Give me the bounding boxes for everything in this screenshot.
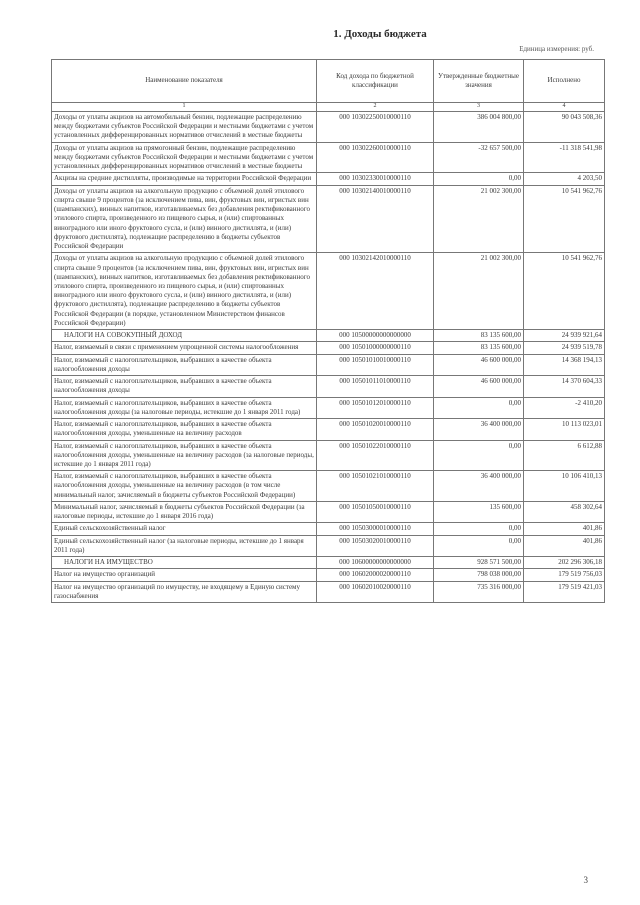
row-code: 000 10602010020000110 bbox=[317, 581, 434, 602]
units-label: Единица измерения: руб. bbox=[519, 45, 594, 53]
table-row bbox=[52, 419, 605, 440]
row-code: 000 10501012010000110 bbox=[317, 397, 434, 418]
row-code: 000 10302250010000110 bbox=[317, 112, 434, 143]
row-approved: 21 002 300,00 bbox=[434, 185, 524, 253]
row-name: Единый сельскохозяйственный налог bbox=[52, 523, 317, 535]
row-name: НАЛОГИ НА СОВОКУПНЫЙ ДОХОД bbox=[52, 330, 317, 342]
column-number: 4 bbox=[524, 103, 605, 112]
row-name: Налог, взимаемый с налогоплательщиков, выбравших в качестве объекта налогообложения доходы (за налоговые периоды, истекшие до 1 января 2011 года) bbox=[52, 397, 317, 418]
table-row bbox=[52, 397, 605, 418]
row-executed: -2 410,20 bbox=[524, 397, 605, 418]
row-approved: 386 004 800,00 bbox=[434, 112, 524, 143]
header-code: Код дохода по бюджетной классификации bbox=[317, 60, 434, 103]
row-name: НАЛОГИ НА ИМУЩЕСТВО bbox=[52, 557, 317, 569]
row-code: 000 10302140010000110 bbox=[317, 185, 434, 253]
column-number: 3 bbox=[434, 103, 524, 112]
table-row bbox=[52, 330, 605, 342]
row-name: Налог, взимаемый с налогоплательщиков, выбравших в качестве объекта налогообложения доходы bbox=[52, 376, 317, 397]
row-approved: 83 135 600,00 bbox=[434, 330, 524, 342]
row-executed: 202 296 306,18 bbox=[524, 557, 605, 569]
row-approved: 798 038 000,00 bbox=[434, 569, 524, 581]
row-executed: 14 368 194,13 bbox=[524, 354, 605, 375]
row-name: Доходы от уплаты акцизов на прямогонный бензин, подлежащие распределению между бюджетами субъектов Российской Федерации и местными бюджетами с учетом установленных дифференцированных нормативов отчислений в местные бюджеты bbox=[52, 142, 317, 173]
table-row bbox=[52, 581, 605, 602]
column-number: 1 bbox=[52, 103, 317, 112]
row-name: Налог, взимаемый с налогоплательщиков, выбравших в качестве объекта налогообложения доходы, уменьшенные на величину расходов bbox=[52, 419, 317, 440]
table-row bbox=[52, 501, 605, 522]
table-row bbox=[52, 471, 605, 502]
row-code: 000 10501011010000110 bbox=[317, 376, 434, 397]
row-name: Доходы от уплаты акцизов на алкогольную продукцию с объемной долей этилового спирта свыше 9 процентов (за исключением пива, вин, фруктовых вин, игристых вин (шампанских), винных напитков, изготавливаемых без добавления ректификованного этилового спирта, произведенного из пищевого сырья, и (или) спиртованных виноградного или иного фруктового сусла, и (или) винного дистиллята, и (или) фруктового дистиллята), подлежащие распределению в бюджеты субъектов Российской Федерации bbox=[52, 185, 317, 253]
row-executed: 10 106 410,13 bbox=[524, 471, 605, 502]
table-row bbox=[52, 342, 605, 354]
table-row bbox=[52, 523, 605, 535]
row-code: 000 10302260010000110 bbox=[317, 142, 434, 173]
column-number-row bbox=[52, 103, 605, 112]
page-number: 3 bbox=[583, 875, 588, 885]
row-name: Налог на имущество организаций по имуществу, не входящему в Единую систему газоснабжения bbox=[52, 581, 317, 602]
table-row bbox=[52, 142, 605, 173]
header-name: Наименование показателя bbox=[52, 60, 317, 103]
row-code: 000 10602000020000110 bbox=[317, 569, 434, 581]
row-executed: 90 043 508,36 bbox=[524, 112, 605, 143]
table-row bbox=[52, 535, 605, 556]
row-executed: 24 939 519,78 bbox=[524, 342, 605, 354]
row-approved: 36 400 000,00 bbox=[434, 471, 524, 502]
row-executed: 10 541 962,76 bbox=[524, 253, 605, 330]
row-approved: 0,00 bbox=[434, 173, 524, 185]
row-code: 000 10501020010000110 bbox=[317, 419, 434, 440]
row-executed: 401,86 bbox=[524, 523, 605, 535]
header-approved: Утвержденные бюджетные значения bbox=[434, 60, 524, 103]
row-approved: 36 400 000,00 bbox=[434, 419, 524, 440]
row-code: 000 10503020010000110 bbox=[317, 535, 434, 556]
row-executed: -11 318 541,98 bbox=[524, 142, 605, 173]
row-approved: 928 571 500,00 bbox=[434, 557, 524, 569]
row-code: 000 10503000010000110 bbox=[317, 523, 434, 535]
row-executed: 14 370 604,33 bbox=[524, 376, 605, 397]
row-approved: 135 600,00 bbox=[434, 501, 524, 522]
row-name: Минимальный налог, зачисляемый в бюджеты субъектов Российской Федерации (за налоговые периоды, истекшие до 1 января 2016 года) bbox=[52, 501, 317, 522]
row-code: 000 10302142010000110 bbox=[317, 253, 434, 330]
row-executed: 24 939 921,64 bbox=[524, 330, 605, 342]
row-approved: 735 316 000,00 bbox=[434, 581, 524, 602]
table-row bbox=[52, 376, 605, 397]
page-title: 1. Доходы бюджета bbox=[333, 28, 427, 40]
row-name: Налог, взимаемый с налогоплательщиков, выбравших в качестве объекта налогообложения доходы bbox=[52, 354, 317, 375]
row-approved: 83 135 600,00 bbox=[434, 342, 524, 354]
row-code: 000 10302330010000110 bbox=[317, 173, 434, 185]
table-row bbox=[52, 185, 605, 253]
row-approved: 0,00 bbox=[434, 535, 524, 556]
row-name: Налог, взимаемый с налогоплательщиков, выбравших в качестве объекта налогообложения доходы, уменьшенные на величину расходов (в том числе минимальный налог, зачисляемый в бюджеты субъектов Российской Федерации) bbox=[52, 471, 317, 502]
table-row bbox=[52, 112, 605, 143]
header-executed: Исполнено bbox=[524, 60, 605, 103]
row-code: 000 10501010010000110 bbox=[317, 354, 434, 375]
row-name: Единый сельскохозяйственный налог (за налоговые периоды, истекшие до 1 января 2011 года) bbox=[52, 535, 317, 556]
row-executed: 4 203,50 bbox=[524, 173, 605, 185]
row-approved: 46 600 000,00 bbox=[434, 354, 524, 375]
table-row bbox=[52, 440, 605, 471]
row-code: 000 10501000000000110 bbox=[317, 342, 434, 354]
row-approved: -32 657 500,00 bbox=[434, 142, 524, 173]
row-code: 000 10501021010000110 bbox=[317, 471, 434, 502]
table-row bbox=[52, 253, 605, 330]
table-row bbox=[52, 173, 605, 185]
row-name: Налог на имущество организаций bbox=[52, 569, 317, 581]
table-row bbox=[52, 354, 605, 375]
row-executed: 179 519 421,03 bbox=[524, 581, 605, 602]
table-row bbox=[52, 557, 605, 569]
column-number: 2 bbox=[317, 103, 434, 112]
row-executed: 179 519 756,03 bbox=[524, 569, 605, 581]
row-code: 000 10600000000000000 bbox=[317, 557, 434, 569]
table-header-row bbox=[52, 60, 605, 103]
row-name: Доходы от уплаты акцизов на алкогольную продукцию с объемной долей этилового спирта свыше 9 процентов (за исключением пива, вин, фруктовых вин, игристых вин (шампанских), винных напитков, изготавливаемых без добавления ректификованного этилового спирта, произведенного из пищевого сырья, и (или) спиртованных виноградного или иного фруктового сусла, и (или) винного дистиллята, и (или) фруктового дистиллята), подлежащие распределению в бюджеты субъектов Российской Федерации (в порядке, установленном Министерством финансов Российской Федерации) bbox=[52, 253, 317, 330]
revenue-table bbox=[51, 59, 605, 603]
row-code: 000 10501022010000110 bbox=[317, 440, 434, 471]
table-row bbox=[52, 569, 605, 581]
row-name: Налог, взимаемый в связи с применением упрощенной системы налогообложения bbox=[52, 342, 317, 354]
row-executed: 458 302,64 bbox=[524, 501, 605, 522]
row-code: 000 10500000000000000 bbox=[317, 330, 434, 342]
row-approved: 0,00 bbox=[434, 440, 524, 471]
row-code: 000 10501050010000110 bbox=[317, 501, 434, 522]
row-executed: 10 113 023,01 bbox=[524, 419, 605, 440]
row-executed: 10 541 962,76 bbox=[524, 185, 605, 253]
row-approved: 0,00 bbox=[434, 523, 524, 535]
row-name: Налог, взимаемый с налогоплательщиков, выбравших в качестве объекта налогообложения доходы, уменьшенные на величину расходов (за налоговые периоды, истекшие до 1 января 2011 года) bbox=[52, 440, 317, 471]
row-name: Доходы от уплаты акцизов на автомобильный бензин, подлежащие распределению между бюджетами субъектов Российской Федерации и местными бюджетами с учетом установленных дифференцированных нормативов отчислений в местные бюджеты bbox=[52, 112, 317, 143]
row-approved: 46 600 000,00 bbox=[434, 376, 524, 397]
row-executed: 401,86 bbox=[524, 535, 605, 556]
row-name: Акцизы на средние дистилляты, производимые на территории Российской Федерации bbox=[52, 173, 317, 185]
row-approved: 21 002 300,00 bbox=[434, 253, 524, 330]
row-approved: 0,00 bbox=[434, 397, 524, 418]
row-executed: 6 612,88 bbox=[524, 440, 605, 471]
